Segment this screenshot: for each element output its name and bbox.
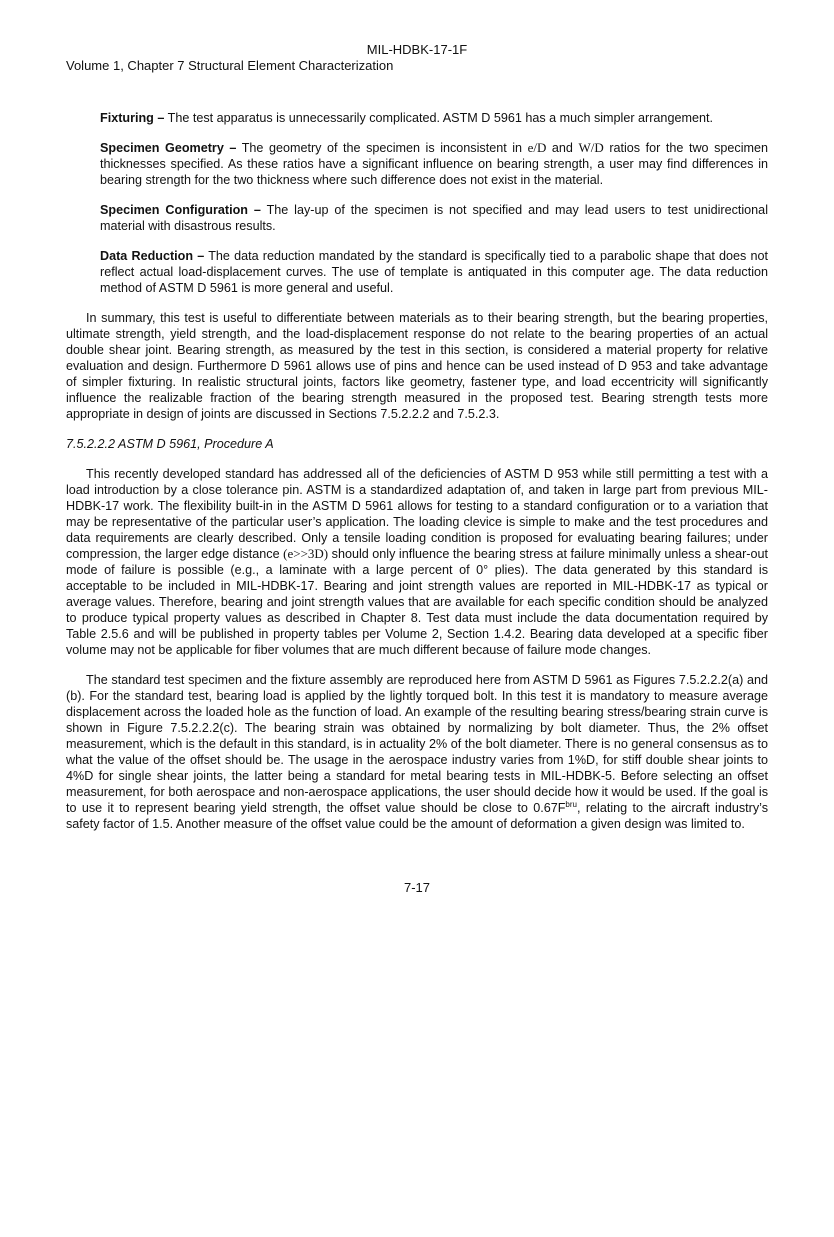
document-body bbox=[66, 110, 768, 846]
astm-d5961-paragraph bbox=[66, 466, 768, 658]
test-specimen-paragraph bbox=[66, 672, 768, 832]
ratio-symbol: W/D bbox=[578, 140, 604, 155]
critique-text: and bbox=[551, 141, 573, 155]
critique-term: Specimen Configuration – bbox=[100, 203, 261, 217]
critique-term: Fixturing – bbox=[100, 111, 165, 125]
summary-paragraph: In summary, this test is useful to differentiate between materials as to their bearing strength, but the bearing properties, ultimate strength, yield strength, and the load-displacement response do not relate to the bearing properties of an actual double shear joint. Bearing strength, as measured by the test in this section, is considered a material property for relative evaluation and design. Furthermore D 5961 allows use of pins and hence can be used instead of D 953 and take advantage of simpler fixturing. In realistic structural joints, factors like geometry, fastener type, and load eccentricity will significantly influence the realizable fraction of the bearing strength measured in the proposed test. Bearing strength tests more appropriate in design of joints are discussed in Sections 7.5.2.2.2 and 7.5.2.3. bbox=[66, 311, 768, 421]
critique-text: The test apparatus is unnecessarily complicated. ASTM D 5961 has a much simpler arrangement. bbox=[167, 111, 713, 125]
section-heading: 7.5.2.2.2 ASTM D 5961, Procedure A bbox=[66, 437, 274, 451]
critique-term: Data Reduction – bbox=[100, 249, 205, 263]
paragraph-text: should only influence the bearing stress at failure minimally unless a shear-out mode of failure is possible (e.g., a laminate with a large percent of 0° plies). The data generated by this standard is acceptable to be included in MIL-HDBK-17. Bearing and joint strength values are reported in MIL-HDBK-17 as typical or average values. Therefore, bearing and joint strength values that are available for each specific condition should be analyzed to produce typical property values as described in Chapter 8. Test data must include the data documentation required by Table 2.5.6 and will be published in property tables per Volume 2, Section 1.4.2. Bearing data developed at a specific fiber volume may not be applicable for fiber volumes that are much different because of failure mode changes. bbox=[66, 547, 769, 657]
critique-term: Specimen Geometry – bbox=[100, 141, 237, 155]
superscript: bru bbox=[565, 799, 577, 809]
chapter-header: Volume 1, Chapter 7 Structural Element Characterization bbox=[66, 58, 394, 73]
critique-text: The lay-up of the specimen is not specified and may lead users to test unidirectional material with disastrous results. bbox=[100, 203, 768, 233]
paragraph-text: This recently developed standard has addressed all of the deficiencies of ASTM D 953 while still permitting a test with a load introduction by a close tolerance pin. ASTM is a standardized adaptation of, and taken in large part from previous MIL-HDBK-17 work. The flexibility built-in in the ASTM D 5961 allows for testing to a standard configuration or to a variation that may be representative of the particular user’s application. The loading clevice is simple to make and the test procedures and data requirements are clearly described. Only a tensile loading condition is proposed for evaluating bearing failures; under compression, the larger edge distance bbox=[66, 467, 768, 561]
critique-text: ratios for the two specimen thicknesses specified. As these ratios have a significant influence on bearing strength, a user may find differences in bearing strength for the two thickness where such difference does not exist in the material. bbox=[100, 141, 768, 187]
critique-specimen-geometry bbox=[100, 140, 768, 188]
ratio-symbol: e/D bbox=[527, 140, 547, 155]
paragraph-text: The standard test specimen and the fixture assembly are reproduced here from ASTM D 5961 as Figures 7.5.2.2.2(a) and (b). For the standard test, bearing load is applied by the lightly torqued bolt. In this test it is mandatory to measure average displacement across the loaded hole as the function of load. An example of the resulting bearing stress/bearing strain curve is shown in Figure 7.5.2.2.2(c). The bearing strain was obtained by normalizing by bolt diameter. Thus, the 2% offset measurement, which is the default in this standard, is in actuality 2% of the bolt diameter. There is no general consensus as to what the value of the offset should be. The usage in the aerospace industry varies from 1%D, for stiff double shear joints to 4%D for single shear joints, the latter being a standard for metal bearing tests in MIL-HDBK-5. Before selecting an offset measurement, for both aerospace and non-aerospace applications, the user should decide how it would be used. If the goal is to use it to represent bearing yield strength, the offset value should be close to 0.67F bbox=[66, 673, 768, 815]
page-number: 7-17 bbox=[403, 880, 431, 895]
critique-data-reduction bbox=[100, 248, 768, 296]
document-id-header: MIL-HDBK-17-1F bbox=[366, 42, 468, 57]
critique-text: The geometry of the specimen is inconsistent in bbox=[241, 141, 523, 155]
edge-distance-symbol: (e>>3D) bbox=[283, 546, 329, 561]
critique-text: The data reduction mandated by the standard is specifically tied to a parabolic shape that does not reflect actual load-displacement curves. The use of template is antiquated in this computer age. The data reduction method of ASTM D 5961 is more general and useful. bbox=[100, 249, 768, 295]
critique-specimen-configuration bbox=[100, 202, 768, 234]
paragraph-text: , relating to the aircraft industry’s safety factor of 1.5. Another measure of the offset value could be the amount of deformation a given design was limited to. bbox=[66, 801, 768, 831]
critique-fixturing bbox=[100, 110, 768, 126]
